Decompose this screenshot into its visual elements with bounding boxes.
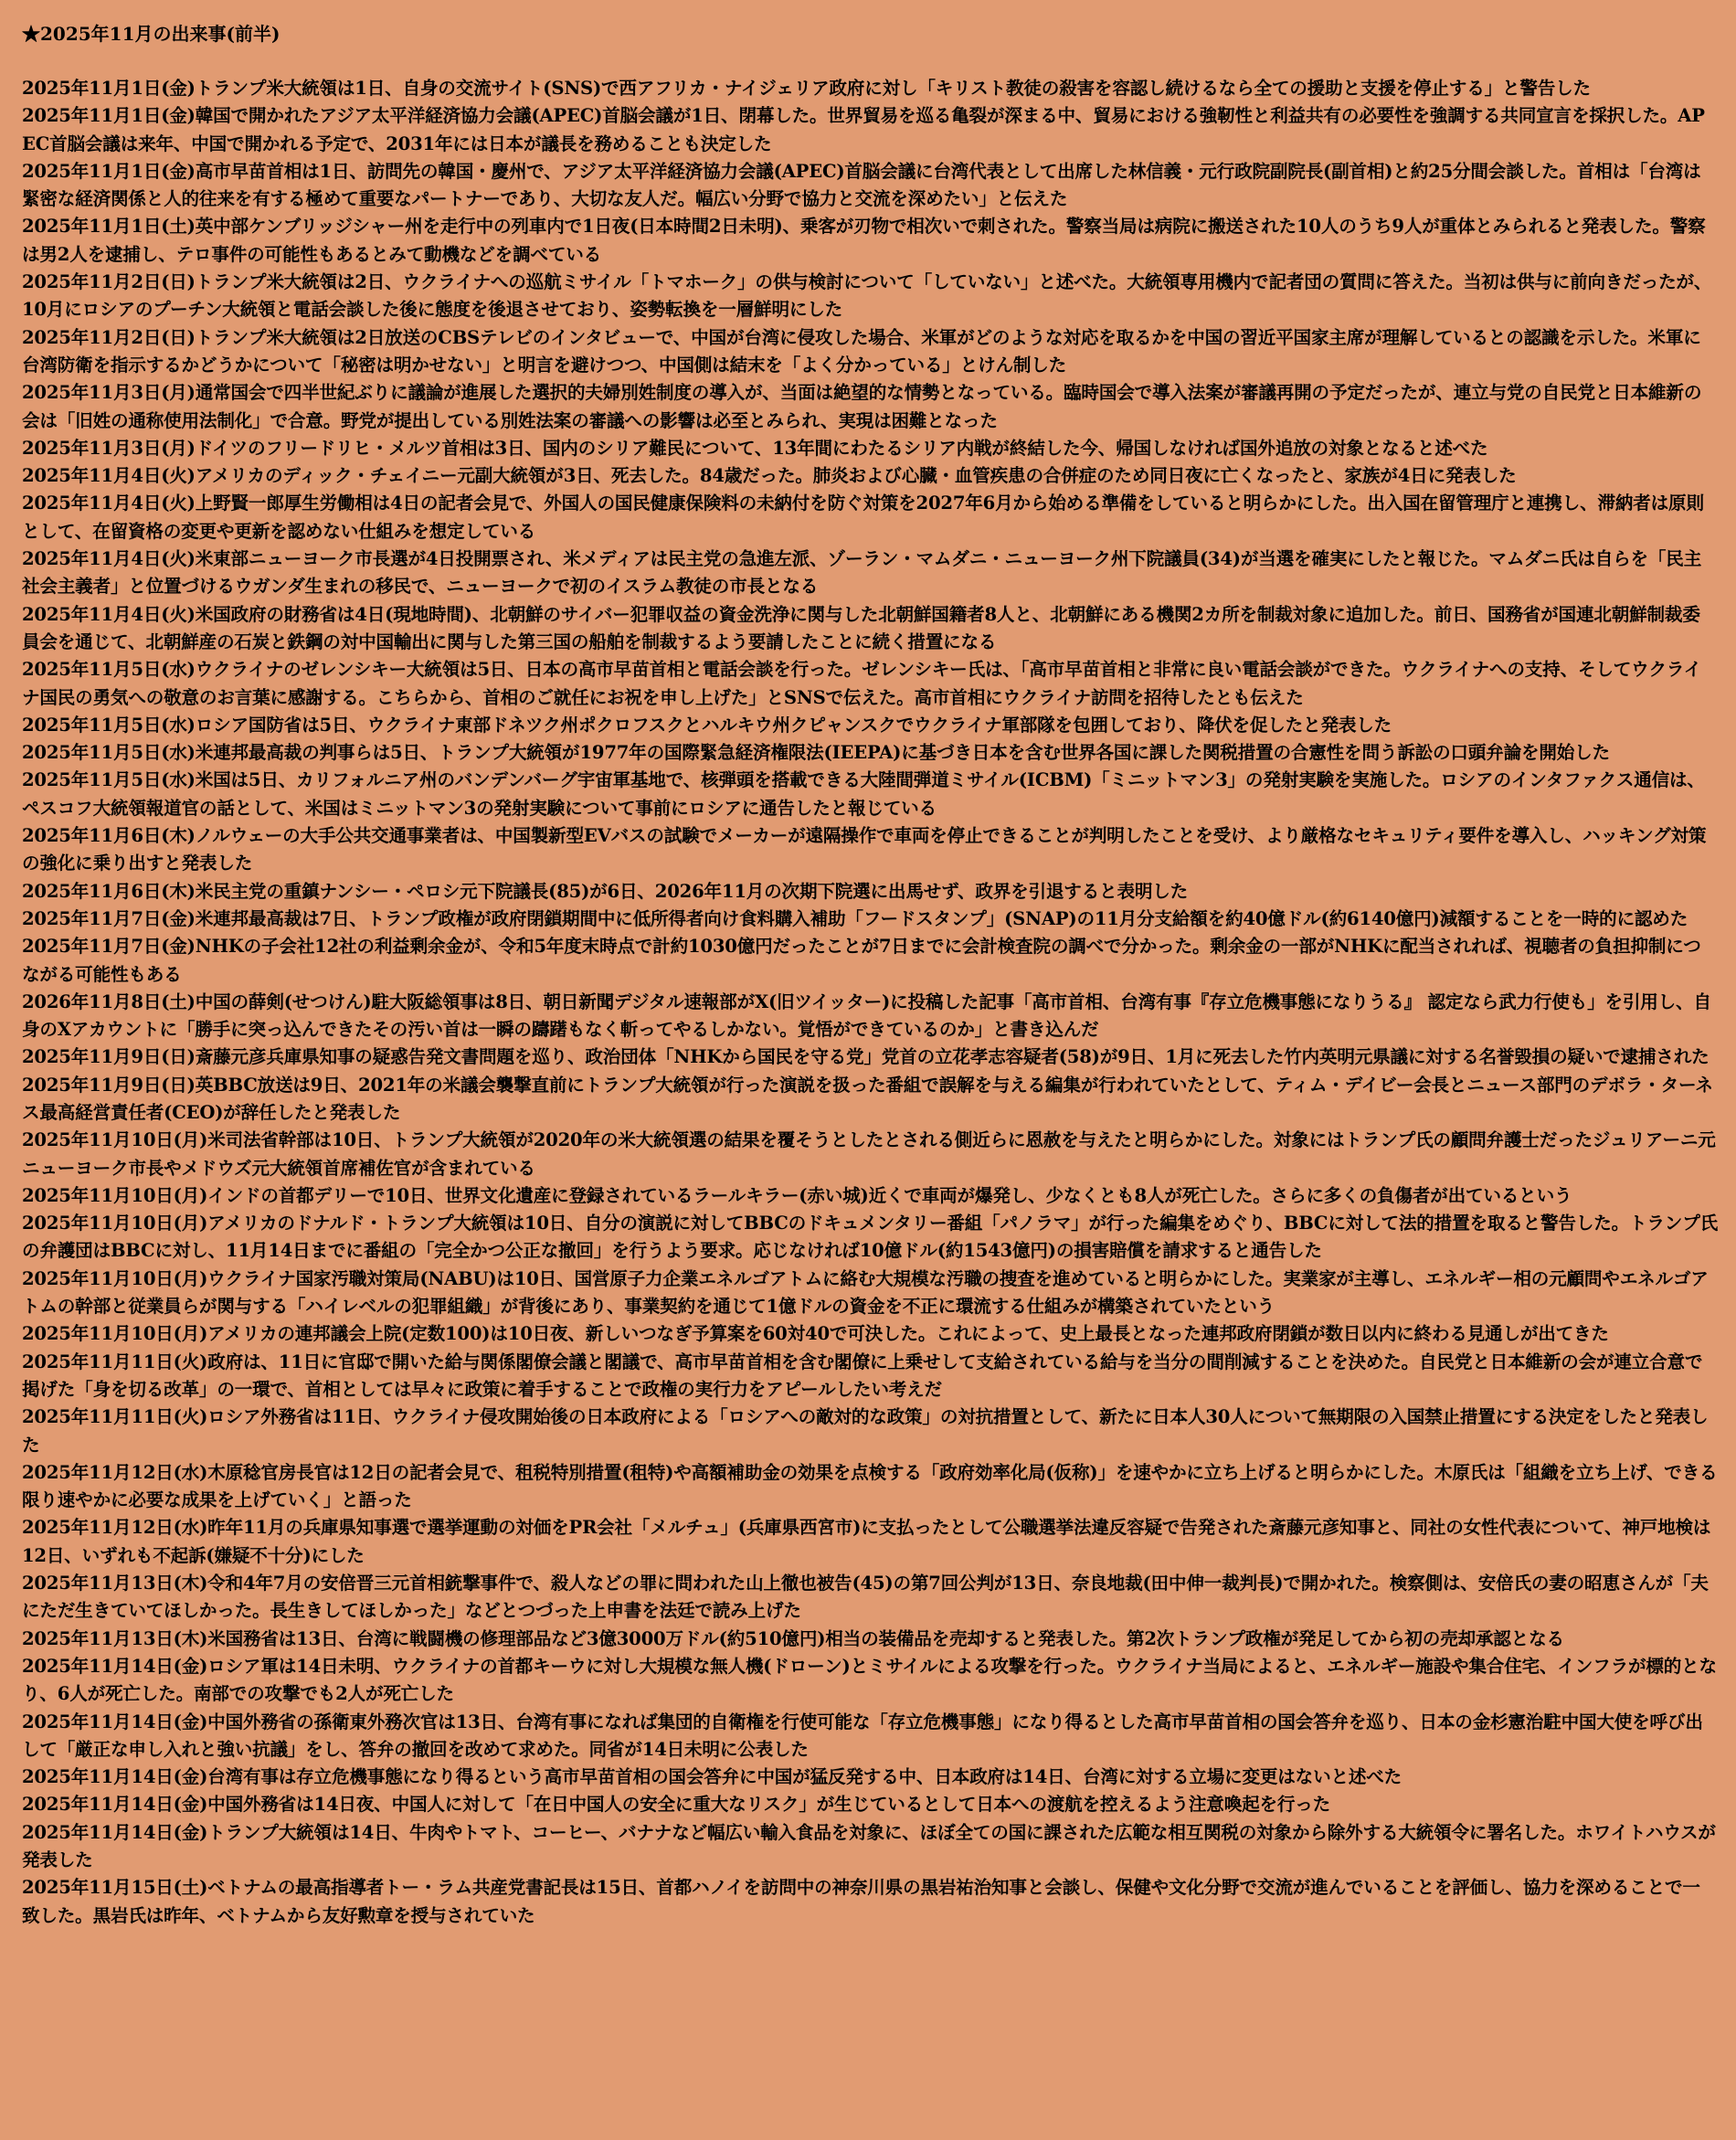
news-entry: 2025年11月15日(土)ベトナムの最高指導者トー・ラム共産党書記長は15日、首都ハノイを訪問中の神奈川県の黒岩祐治知事と会談し、保健や文化分野で交流が進んでいることを評価し、協力を深めることで一致した。黒岩氏は昨年、ベトナムから友好勲章を授与されていた [22, 1877, 1700, 1926]
news-entry: 2025年11月5日(水)ロシア国防省は5日、ウクライナ東部ドネツク州ポクロフスクとハルキウ州クピャンスクでウクライナ軍部隊を包囲しており、降伏を促したと発表した [22, 714, 1392, 736]
news-entry: 2025年11月5日(水)米国は5日、カリフォルニア州のバンデンバーグ宇宙軍基地で、核弾頭を搭載できる大陸間弾道ミサイル(ICBM)「ミニットマン3」の発射実験を実施した。ロシアのインタファクス通信は、ペスコフ大統領報道官の話として、米国はミニットマン3の発射実験について事前にロシアに通告したと報じている [22, 769, 1705, 819]
news-entry: 2025年11月1日(金)高市早苗首相は1日、訪問先の韓国・慶州で、アジア太平洋経済協力会議(APEC)首脳会議に台湾代表として出席した林信義・元行政院副院長(副首相)と約25分間会談した。首相は「台湾は緊密な経済関係と人的往来を有する極めて重要なパートナーであり、大切な友人だ。幅広い分野で協力と交流を深めたい」と伝えた [22, 160, 1701, 210]
news-entry: 2025年11月12日(水)昨年11月の兵庫県知事選で選挙運動の対価をPR会社「メルチュ」(兵庫県西宮市)に支払ったとして公職選挙法違反容疑で告発された斎藤元彦知事と、同社の女性代表について、神戸地検は12日、いずれも不起訴(嫌疑不十分)にした [22, 1517, 1711, 1566]
news-entry: 2025年11月4日(火)上野賢一郎厚生労働相は4日の記者会見で、外国人の国民健康保険料の未納付を防ぐ対策を2027年6月から始める準備をしていると明らかにした。出入国在留管理庁と連携し、滞納者は原則として、在留資格の変更や更新を認めない仕組みを想定している [22, 493, 1704, 542]
news-entry: 2025年11月9日(日)斎藤元彦兵庫県知事の疑惑告発文書問題を巡り、政治団体「NHKから国民を守る党」党首の立花孝志容疑者(58)が9日、1月に死去した竹内英明元県議に対する名誉毀損の疑いで逮捕された [22, 1046, 1710, 1068]
news-entry: 2025年11月7日(金)NHKの子会社12社の利益剰余金が、令和5年度末時点で計約1030億円だったことが7日までに会計検査院の調べで分かった。剰余金の一部がNHKに配当されれば、視聴者の負担抑制につながる可能性もある [22, 936, 1701, 985]
news-entry: 2025年11月10日(月)アメリカのドナルド・トランプ大統領は10日、自分の演説に対してBBCのドキュメンタリー番組「パノラマ」が行った編集をめぐり、BBCに対して法的措置を取ると警告した。トランプ氏の弁護団はBBCに対し、11月14日までに番組の「完全かつ公正な撤回」を行うよう要求。応じなければ10億ドル(約1543億円)の損害賠償を請求すると通告した [22, 1213, 1718, 1262]
news-entry: 2025年11月14日(金)台湾有事は存立危機事態になり得るという高市早苗首相の国会答弁に中国が猛反発する中、日本政府は14日、台湾に対する立場に変更はないと述べた [22, 1766, 1403, 1788]
news-entry: 2025年11月14日(金)トランプ大統領は14日、牛肉やトマト、コーヒー、バナナなど幅広い輸入食品を対象に、ほぼ全ての国に課された広範な相互関税の対象から除外する大統領令に署名した。ホワイトハウスが発表した [22, 1821, 1716, 1870]
news-entry: 2025年11月11日(火)政府は、11日に官邸で開いた給与関係閣僚会議と閣議で、高市早苗首相を含む閣僚に上乗せして支給されている給与を当分の間削減することを決めた。自民党と日本維新の会が連立合意で掲げた「身を切る改革」の一環で、首相としては早々に政策に着手することで政権の実行力をアピールしたい考えだ [22, 1351, 1703, 1400]
news-entry: 2025年11月10日(月)インドの首都デリーで10日、世界文化遺産に登録されているラールキラー(赤い城)近くで車両が爆発し、少なくとも8人が死亡した。さらに多くの負傷者が出ているという [22, 1184, 1572, 1206]
news-entry: 2025年11月13日(木)令和4年7月の安倍晋三元首相銃撃事件で、殺人などの罪に問われた山上徹也被告(45)の第7回公判が13日、奈良地裁(田中伸一裁判長)で開かれた。検察側は、安倍氏の妻の昭恵さんが「夫にただ生きていてほしかった。長生きしてほしかった」などとつづった上申書を法廷で読み上げた [22, 1573, 1709, 1622]
news-entry: 2025年11月14日(金)中国外務省の孫衛東外務次官は13日、台湾有事になれば集団的自衛権を行使可能な「存立危機事態」になり得るとした高市早苗首相の国会答弁を巡り、日本の金杉憲治駐中国大使を呼び出して「厳正な申し入れと強い抗議」をし、答弁の撤回を改めて求めた。同省が14日未明に公表した [22, 1711, 1703, 1760]
news-entry: 2025年11月2日(日)トランプ米大統領は2日、ウクライナへの巡航ミサイル「トマホーク」の供与検討について「していない」と述べた。大統領専用機内で記者団の質問に答えた。当初は供与に前向きだったが、10月にロシアのプーチン大統領と電話会談した後に態度を後退させており、姿勢転換を一層鮮明にした [22, 271, 1712, 321]
news-entry: 2025年11月3日(月)ドイツのフリードリヒ・メルツ首相は3日、国内のシリア難民について、13年間にわたるシリア内戦が終結した今、帰国しなければ国外追放の対象となると述べた [22, 437, 1488, 459]
news-entry: 2025年11月9日(日)英BBC放送は9日、2021年の米議会襲撃直前にトランプ大統領が行った演説を扱った番組で誤解を与える編集が行われていたとして、ティム・デイビー会長とニュース部門のデボラ・ターネス最高経営責任者(CEO)が辞任したと発表した [22, 1074, 1713, 1123]
news-entry: 2025年11月14日(金)ロシア軍は14日未明、ウクライナの首都キーウに対し大規模な無人機(ドローン)とミサイルによる攻撃を行った。ウクライナ当局によると、エネルギー施設や集合住宅、インフラが標的となり、6人が死亡した。南部での攻撃でも2人が死亡した [22, 1655, 1717, 1705]
news-entry: 2025年11月1日(土)英中部ケンブリッジシャー州を走行中の列車内で1日夜(日本時間2日未明)、乗客が刃物で相次いで刺された。警察当局は病院に搬送された10人のうち9人が重体とみられると発表した。警察は男2人を逮捕し、テロ事件の可能性もあるとみて動機などを調べている [22, 216, 1706, 265]
news-entry: 2025年11月11日(火)ロシア外務省は11日、ウクライナ侵攻開始後の日本政府による「ロシアへの敵対的な政策」の対抗措置として、新たに日本人30人について無期限の入国禁止措置にする決定をしたと発表した [22, 1406, 1709, 1456]
news-entry: 2025年11月6日(木)ノルウェーの大手公共交通事業者は、中国製新型EVバスの試験でメーカーが遠隔操作で車両を停止できることが判明したことを受け、より厳格なセキュリティ要件を導入し、ハッキング対策の強化に乗り出すと発表した [22, 825, 1707, 874]
page-title: ★2025年11月の出来事(前半) [22, 23, 281, 45]
news-entry: 2025年11月14日(金)中国外務省は14日夜、中国人に対して「在日中国人の安全に重大なリスク」が生じているとして日本への渡航を控えるよう注意喚起を行った [22, 1794, 1331, 1816]
news-entry: 2025年11月10日(月)米司法省幹部は10日、トランプ大統領が2020年の米大統領選の結果を覆そうとしたとされる側近らに恩赦を与えたと明らかにした。対象にはトランプ氏の顧問弁護士だったジュリアーニ元ニューヨーク市長やメドウズ元大統領首席補佐官が含まれている [22, 1129, 1716, 1179]
news-entry: 2025年11月4日(火)米東部ニューヨーク市長選が4日投開票され、米メディアは民主党の急進左派、ゾーラン・マムダニ・ニューヨーク州下院議員(34)が当選を確実にしたと報じた。マムダニ氏は自らを「民主社会主義者」と位置づけるウガンダ生まれの移民で、ニューヨークで初のイスラム教徒の市長となる [22, 548, 1702, 598]
news-entry: 2025年11月12日(水)木原稔官房長官は12日の記者会見で、租税特別措置(租特)や高額補助金の効果を点検する「政府効率化局(仮称)」を速やかに立ち上げると明らかにした。木原氏は「組織を立ち上げ、できる限り速やかに必要な成果を上げていく」と語った [22, 1461, 1718, 1511]
news-entry: 2025年11月13日(木)米国務省は13日、台湾に戦闘機の修理部品など3億3000万ドル(約510億円)相当の装備品を売却すると発表した。第2次トランプ政権が発足してから初の売却承認となる [22, 1627, 1564, 1649]
news-entry: 2025年11月1日(金)韓国で開かれたアジア太平洋経済協力会議(APEC)首脳会議が1日、閉幕した。世界貿易を巡る亀裂が深まる中、貿易における強靭性と利益共有の必要性を強調する共同宣言を採択した。APEC首脳会議は来年、中国で開かれる予定で、2031年には日本が議長を務めることも決定した [22, 105, 1705, 154]
news-entry: 2025年11月4日(火)アメリカのディック・チェイニー元副大統領が3日、死去した。84歳だった。肺炎および心臓・血管疾患の合併症のため同日夜に亡くなったと、家族が4日に発表した [22, 465, 1517, 487]
news-entry: 2025年11月2日(日)トランプ米大統領は2日放送のCBSテレビのインタビューで、中国が台湾に侵攻した場合、米軍がどのような対応を取るかを中国の習近平国家主席が理解しているとの認識を示した。米軍に台湾防衛を指示するかどうかについて「秘密は明かせない」と明言を避けつつ、中国側は結末を「よく分かっている」とけん制した [22, 326, 1701, 376]
news-entry: 2026年11月8日(土)中国の薛剣(せつけん)駐大阪総領事は8日、朝日新聞デジタル速報部がX(旧ツイッター)に投稿した記事「高市首相、台湾有事『存立危機事態になりうる』 認定なら武力行使も」を引用し、自身のXアカウントに「勝手に突っ込んできたその汚い首は一瞬の躊躇もなく斬ってやるしかない。覚悟ができているのか」と書き込んだ [22, 991, 1711, 1041]
news-entry-list [22, 75, 1718, 1930]
news-entry: 2025年11月6日(木)米民主党の重鎮ナンシー・ペロシ元下院議長(85)が6日、2026年11月の次期下院選に出馬せず、政界を引退すると表明した [22, 880, 1189, 902]
news-entry: 2025年11月3日(月)通常国会で四半世紀ぶりに議論が進展した選択的夫婦別姓制度の導入が、当面は絶望的な情勢となっている。臨時国会で導入法案が審議再開の予定だったが、連立与党の自民党と日本維新の会は「旧姓の通称使用法制化」で合意。野党が提出している別姓法案の審議への影響は必至とみられ、実現は困難となった [22, 382, 1702, 431]
news-entry: 2025年11月7日(金)米連邦最高裁は7日、トランプ政権が政府閉鎖期間中に低所得者向け食料購入補助「フードスタンプ」(SNAP)の11月分支給額を約40億ドル(約6140億円)減額することを一時的に認めた [22, 907, 1688, 929]
news-entry: 2025年11月4日(火)米国政府の財務省は4日(現地時間)、北朝鮮のサイバー犯罪収益の資金洗浄に関与した北朝鮮国籍者8人と、北朝鮮にある機関2カ所を制裁対象に追加した。前日、国務省が国連北朝鮮制裁委員会を通じて、北朝鮮産の石炭と鉄鋼の対中国輸出に関与した第三国の船舶を制裁するよう要請したことに続く措置になる [22, 603, 1700, 652]
news-entry: 2025年11月10日(月)アメリカの連邦議会上院(定数100)は10日夜、新しいつなぎ予算案を60対40で可決した。これによって、史上最長となった連邦政府閉鎖が数日以内に終わる見通しが出てきた [22, 1323, 1609, 1345]
news-entry: 2025年11月5日(水)ウクライナのゼレンシキー大統領は5日、日本の高市早苗首相と電話会談を行った。ゼレンシキー氏は、「高市早苗首相と非常に良い電話会談ができた。ウクライナへの支持、そしてウクライナ国民の勇気への敬意のお言葉に感謝する。こちらから、首相のご就任にお祝を申し上げた」とSNSで伝えた。高市首相にウクライナ訪問を招待したとも伝えた [22, 659, 1702, 708]
news-entry: 2025年11月10日(月)ウクライナ国家汚職対策局(NABU)は10日、国営原子力企業エネルゴアトムに絡む大規模な汚職の捜査を進めていると明らかにした。実業家が主導し、エネルギー相の元顧問やエネルゴアトムの幹部と従業員らが関与する「ハイレベルの犯罪組織」が背後にあり、事業契約を通じて1億ドルの資金を不正に環流する仕組みが構築されていたという [22, 1267, 1709, 1318]
news-entry: 2025年11月5日(水)米連邦最高裁の判事らは5日、トランプ大統領が1977年の国際緊急経済権限法(IEEPA)に基づき日本を含む世界各国に課した関税措置の合憲性を問う訴訟の口頭弁論を開始した [22, 742, 1610, 764]
news-entry: 2025年11月1日(金)トランプ米大統領は1日、自身の交流サイト(SNS)で西アフリカ・ナイジェリア政府に対し「キリスト教徒の殺害を容認し続けるなら全ての援助と支援を停止する」と警告した [22, 78, 1591, 99]
